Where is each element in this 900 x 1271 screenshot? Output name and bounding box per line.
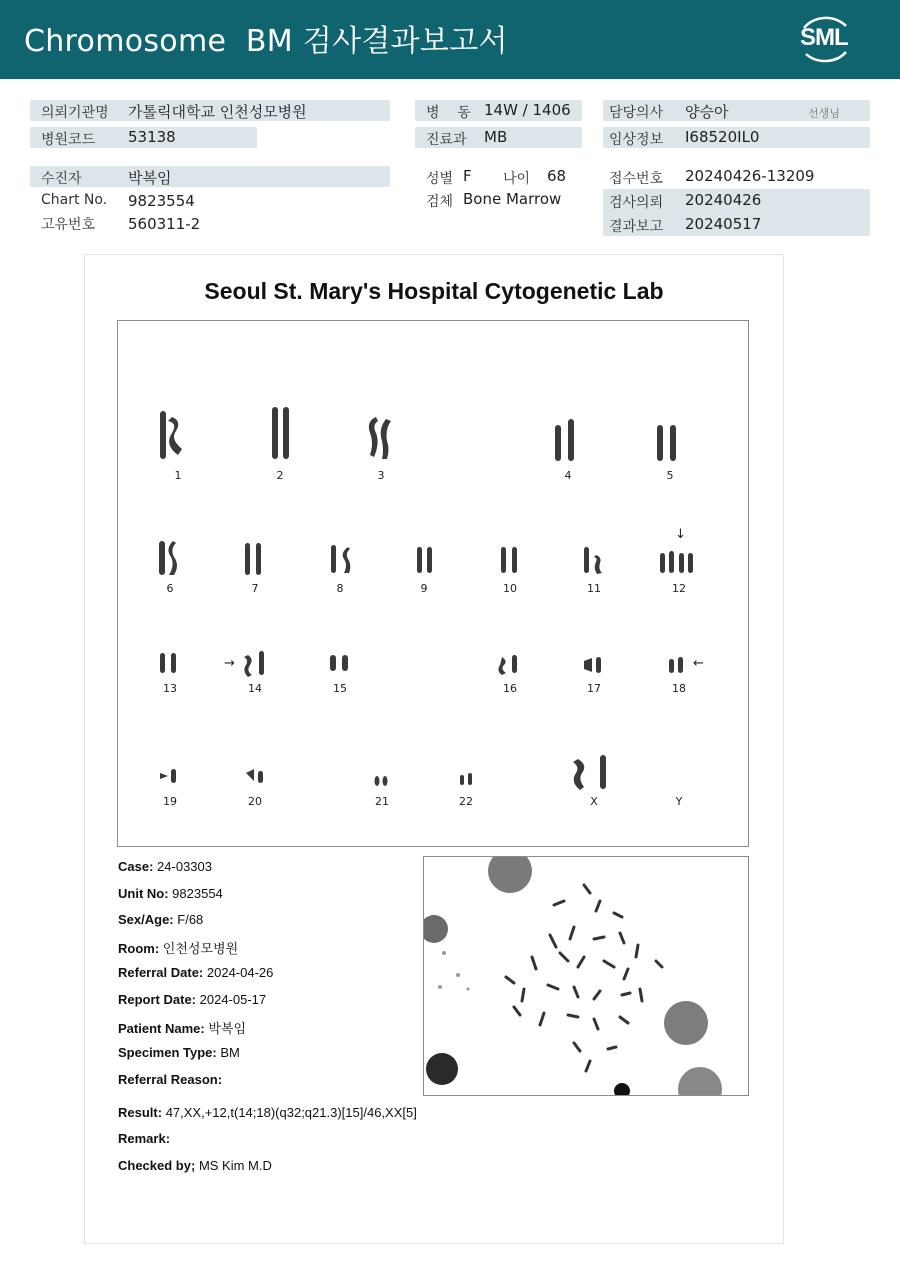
accession-value: 20240426-13209: [685, 167, 815, 185]
chromosome-pair-5: [657, 425, 676, 461]
chromosome-label: 3: [377, 469, 385, 482]
sex-age-field: Sex/Age: F/68: [118, 912, 204, 927]
chromosome-label: 21: [375, 795, 389, 808]
clinical-info-label: 임상정보: [609, 132, 664, 148]
metaphase-image: [424, 857, 748, 1095]
unique-no-value: 560311-2: [128, 215, 201, 233]
report-title: Chromosome BM 검사결과보고서: [24, 24, 508, 59]
department-value: MB: [484, 128, 508, 146]
chromosome-label: 22: [459, 795, 473, 808]
room-field: Room: 인천성모병원: [118, 941, 239, 956]
checked-by-field: Checked by; MS Kim M.D: [118, 1158, 272, 1173]
specimen-value: Bone Marrow: [463, 190, 562, 208]
chromosome-label: 9: [420, 582, 428, 595]
chromosome-pair-6: [159, 541, 177, 575]
chromosome-label: X: [590, 795, 598, 808]
patient-bar: [30, 166, 390, 187]
chromosome-pair-17: [584, 657, 601, 673]
referral-date-field: Referral Date: 2024-04-26: [118, 965, 274, 980]
sex-label: 성별: [426, 171, 454, 187]
chromosome-pair-13: [160, 653, 176, 673]
chromosome-pair-4: [555, 419, 574, 461]
right-arrow-icon: →: [224, 656, 235, 671]
patient-label: 수진자: [41, 171, 82, 187]
chromosome-label: 13: [163, 682, 177, 695]
chromosome-label: 16: [503, 682, 517, 695]
chromosome-pair-15: [330, 655, 348, 671]
chromosome-pair-x: [573, 755, 606, 790]
chromosome-pair-7: [245, 543, 261, 575]
chromosome-pair-22: [460, 773, 472, 785]
chromosome-label: 10: [503, 582, 517, 595]
sml-logo: [792, 10, 858, 68]
report-header: [0, 0, 900, 79]
chromosome-label: 19: [163, 795, 177, 808]
remark-field: Remark:: [118, 1131, 171, 1146]
request-date-value: 20240426: [685, 191, 762, 209]
patient-value: 박복임: [128, 169, 172, 187]
report-date-label: 결과보고: [609, 219, 664, 235]
doctor-suffix: 선생님: [808, 107, 840, 120]
chromosome-label: 6: [166, 582, 174, 595]
accession-label: 접수번호: [609, 171, 664, 187]
chromosome-label: 12: [672, 582, 686, 595]
chromosome-label: 15: [333, 682, 347, 695]
left-arrow-icon: ←: [693, 656, 704, 671]
karyogram-panel: [117, 320, 749, 847]
result-field: Result: 47,XX,+12,t(14;18)(q32;q21.3)[15]/46,XX[5]: [118, 1105, 417, 1120]
chromosome-pair-14: [244, 651, 264, 677]
institution-label: 의뢰기관명: [41, 105, 109, 121]
chromosome-label: 18: [672, 682, 686, 695]
chromosome-label: 5: [666, 469, 674, 482]
chromosome-pair-8: [331, 545, 350, 573]
chromosome-pair-11: [584, 547, 602, 574]
chromosome-pair-12: [660, 551, 693, 573]
doctor-label: 담당의사: [609, 105, 664, 121]
chromosome-pair-3: [369, 417, 391, 459]
chromosome-pair-1: [160, 411, 182, 459]
chromosome-label: 1: [174, 469, 182, 482]
chromosome-pair-2: [272, 407, 289, 459]
specimen-type-field: Specimen Type: BM: [118, 1045, 240, 1060]
chromosome-label: 7: [251, 582, 259, 595]
institution-value: 가톨릭대학교 인천성모병원: [128, 103, 307, 121]
chromosome-label: 17: [587, 682, 601, 695]
report-date-value: 20240517: [685, 215, 762, 233]
doctor-value: 양승아: [685, 103, 729, 121]
chromosome-label: 20: [248, 795, 262, 808]
chromosome-pair-20: [246, 769, 263, 783]
report-date-field: Report Date: 2024-05-17: [118, 992, 267, 1007]
chromosome-label: 4: [564, 469, 572, 482]
case-field: Case: 24-03303: [118, 859, 212, 874]
chromosome-pair-16: [498, 655, 517, 675]
ward-value: 14W / 1406: [484, 101, 571, 119]
chromosome-pair-10: [501, 547, 517, 573]
chromosome-pair-19: [160, 769, 176, 783]
chromosome-pair-21: [375, 776, 388, 786]
unique-no-label: 고유번호: [41, 217, 96, 233]
clinical-info-value: I68520IL0: [685, 128, 760, 146]
chromosome-label: 11: [587, 582, 601, 595]
request-date-label: 검사의뢰: [609, 195, 664, 211]
chromosome-pair-18: [669, 657, 683, 673]
ward-label: 병 동: [426, 105, 471, 121]
logo-text: SML: [800, 24, 848, 51]
sex-value: F: [463, 167, 472, 185]
chart-no-label: Chart No.: [41, 192, 108, 208]
chromosome-pair-9: [417, 547, 432, 573]
department-label: 진료과: [426, 132, 467, 148]
chart-no-value: 9823554: [128, 192, 195, 210]
lab-title: Seoul St. Mary's Hospital Cytogenetic Lab: [204, 278, 664, 304]
chromosome-label: 2: [276, 469, 284, 482]
chromosome-label: 8: [336, 582, 344, 595]
metaphase-spread-image: [423, 856, 749, 1096]
hospital-code-value: 53138: [128, 128, 176, 146]
age-value: 68: [547, 167, 567, 185]
down-arrow-icon: ↓: [675, 527, 686, 542]
chromosome-label: 14: [248, 682, 262, 695]
unit-no-field: Unit No: 9823554: [118, 886, 223, 901]
hospital-code-label: 병원코드: [41, 132, 96, 148]
age-label: 나이: [503, 171, 531, 187]
chromosome-label: Y: [675, 795, 683, 808]
referral-reason-field: Referral Reason:: [118, 1072, 223, 1087]
patient-name-field: Patient Name: 박복임: [118, 1021, 247, 1036]
specimen-label: 검체: [426, 194, 454, 210]
